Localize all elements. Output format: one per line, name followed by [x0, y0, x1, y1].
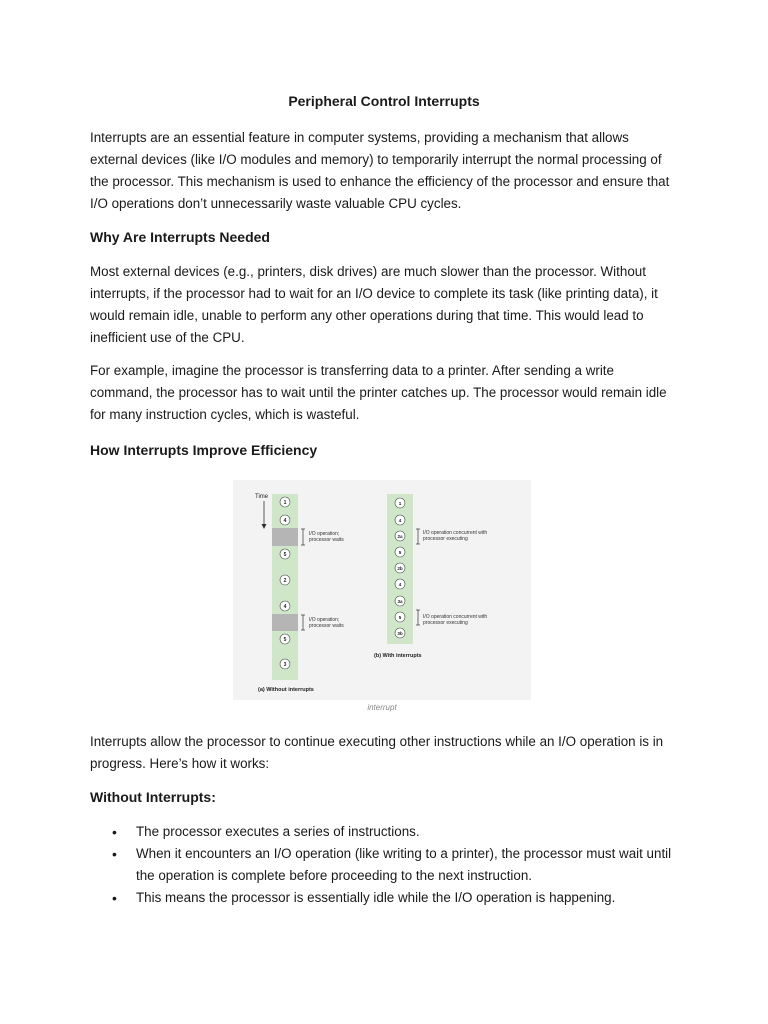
- right-step-6: 4: [398, 582, 402, 587]
- left-annotation-2b: processor waits: [309, 623, 344, 629]
- right-annotation-1a: I/O operation concurrent with: [423, 530, 488, 536]
- left-step-1: 1: [283, 500, 287, 506]
- left-column: [258, 494, 344, 693]
- right-step-7: 3a: [397, 599, 403, 604]
- right-step-5: 2b: [397, 566, 403, 571]
- bullet-icon: •: [112, 890, 117, 906]
- left-column-label: (a) Without interrupts: [258, 687, 314, 693]
- right-annotation-2a: I/O operation concurrent with: [423, 614, 488, 620]
- heading-without: Without Interrupts:: [90, 789, 216, 805]
- heading-why: Why Are Interrupts Needed: [90, 229, 270, 245]
- right-step-8: 5: [398, 615, 402, 620]
- why-paragraph-2: For example, imagine the processor is transferring data to a printer. After sending a write command, the processor has to wait until the printer catches up. The processor would remain idle for many instruction cycles, which is wasteful.: [90, 363, 667, 422]
- bullet-list: [90, 821, 680, 909]
- right-annotation-2b: processor executing: [423, 620, 468, 626]
- time-label: Time: [255, 494, 269, 500]
- right-annotation-1b: processor executing: [423, 536, 468, 542]
- intro-paragraph: Interrupts are an essential feature in computer systems, providing a mechanism that allows external devices (like I/O modules and memory) to temporarily interrupt the normal processing of the processor. This mechanism is used to enhance the efficiency of the processor and ensure that I/O operations don’t unnecessarily waste valuable CPU cycles.: [90, 130, 670, 211]
- right-column-label: (b) With interrupts: [374, 653, 422, 659]
- right-column: [374, 494, 487, 659]
- time-arrowhead: [262, 524, 267, 529]
- bullet-text: When it encounters an I/O operation (like writing to a printer), the processor must wait until the operation is complete before proceeding to the next instruction.: [136, 846, 672, 883]
- right-step-9: 3b: [397, 631, 403, 636]
- right-step-4: 5: [398, 550, 402, 555]
- interrupt-diagram-svg: [233, 480, 531, 700]
- left-step-4: 2: [283, 578, 287, 584]
- left-annotation-2a: I/O operation;: [309, 617, 340, 623]
- right-step-1: 1: [398, 501, 402, 506]
- left-step-7: 3: [283, 662, 287, 668]
- interrupt-diagram: [233, 480, 531, 700]
- left-step-2: 4: [283, 518, 287, 524]
- allow-paragraph: Interrupts allow the processor to continue executing other instructions while an I/O operation is in progress. Here’s how it works:: [90, 734, 664, 771]
- list-item: [90, 887, 680, 909]
- bullet-icon: •: [112, 846, 117, 862]
- left-annotation-1a: I/O operation;: [309, 531, 340, 537]
- heading-how: How Interrupts Improve Efficiency: [90, 442, 318, 458]
- list-item: [90, 843, 680, 887]
- right-step-3: 2a: [397, 534, 403, 539]
- bullet-text: This means the processor is essentially idle while the I/O operation is happening.: [136, 890, 616, 905]
- right-step-2: 4: [398, 518, 402, 523]
- page-title: Peripheral Control Interrupts: [288, 93, 480, 109]
- bullet-text: The processor executes a series of instructions.: [136, 824, 420, 839]
- left-step-6: 5: [283, 637, 287, 643]
- why-paragraph-1: Most external devices (e.g., printers, disk drives) are much slower than the processor. Without interrupts, if the processor had to wait for an I/O device to complete its task (like printing data), it would remain idle, unable to perform any other operations during that time. This would lead to inefficient use of the CPU.: [90, 264, 658, 345]
- bullet-icon: •: [112, 824, 117, 840]
- figure-caption: interrupt: [367, 703, 397, 712]
- left-step-3: 5: [283, 552, 287, 558]
- list-item: [90, 821, 680, 843]
- left-annotation-1b: processor waits: [309, 537, 344, 543]
- left-step-5: 4: [283, 604, 287, 610]
